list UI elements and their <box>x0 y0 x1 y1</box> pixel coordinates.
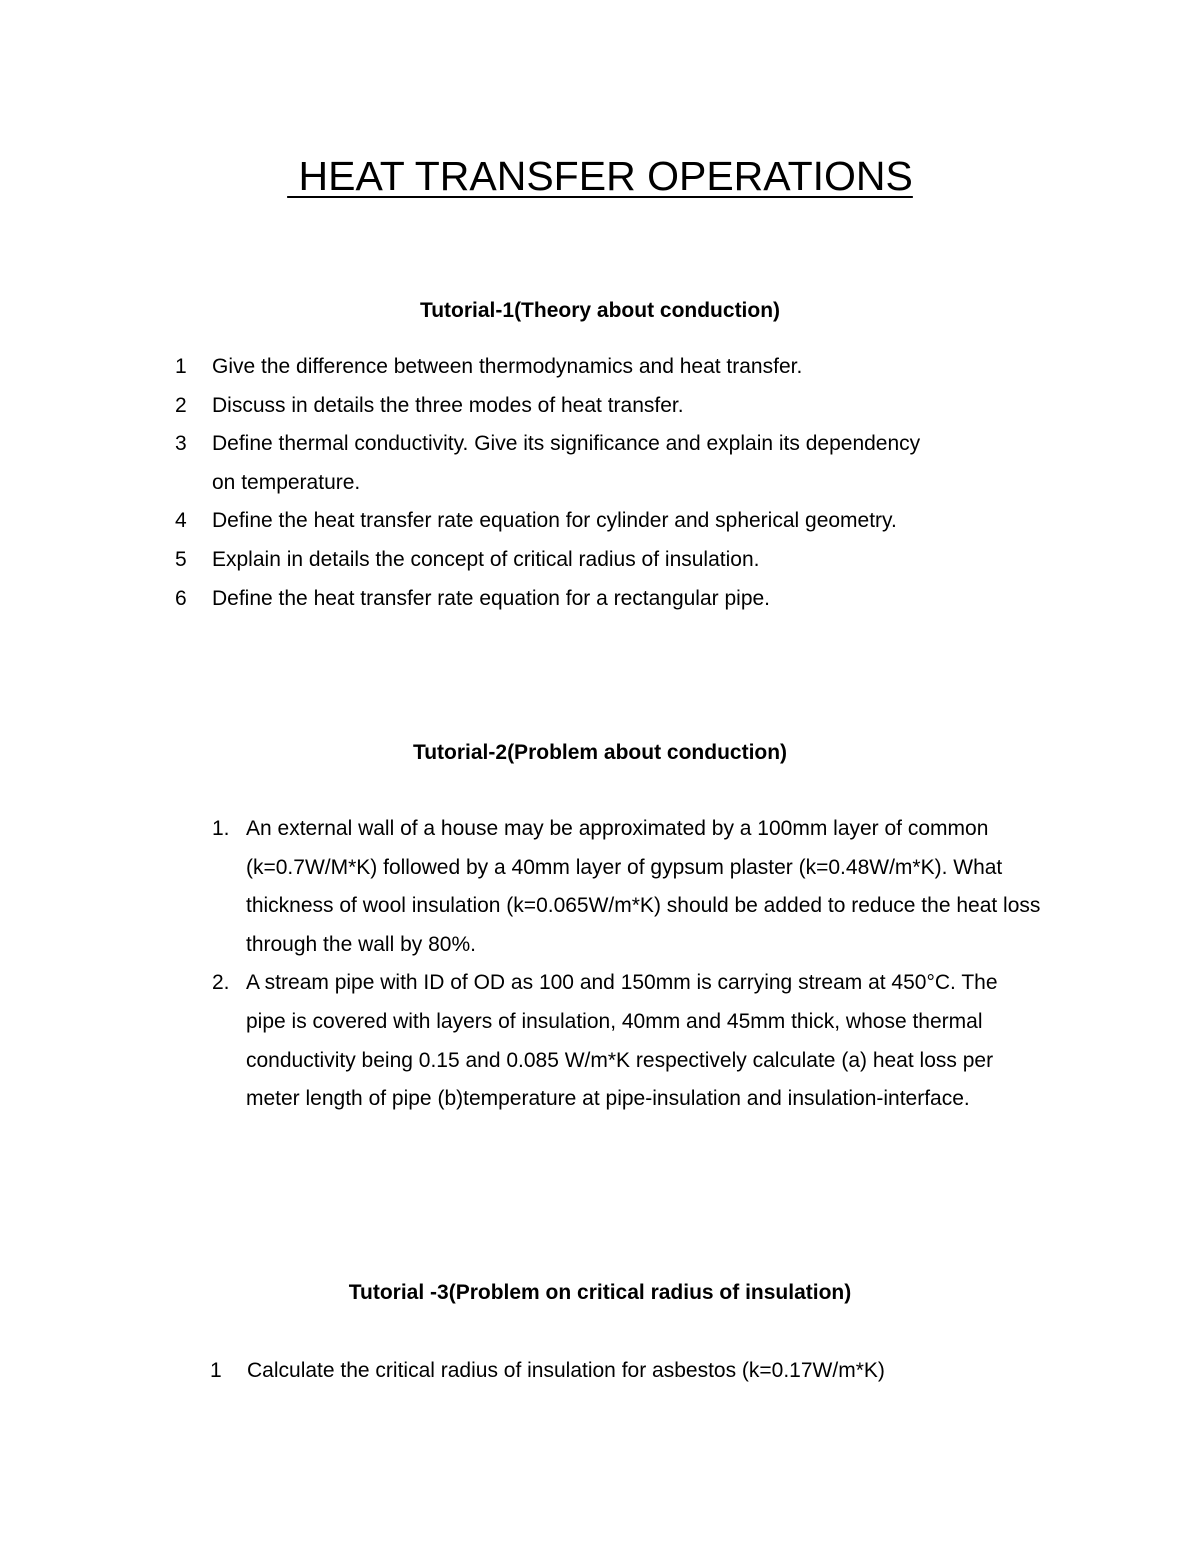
item-text: Define thermal conductivity. Give its significance and explain its dependency on temperature. <box>212 432 921 494</box>
item-number: 2. <box>212 971 230 995</box>
list-item <box>175 502 1075 541</box>
item-number: 2 <box>175 393 187 417</box>
item-number: 1 <box>175 355 187 378</box>
document-title: HEAT TRANSFER OPERATIONS <box>287 153 913 199</box>
item-text: Define the heat transfer rate equation for cylinder and spherical geometry. <box>212 509 897 533</box>
list-item <box>175 425 1075 502</box>
item-text: Discuss in details the three modes of heat transfer. <box>212 393 684 417</box>
item-number: 3 <box>175 432 187 456</box>
tutorial-2-heading: Tutorial-2(Problem about conduction) <box>412 741 788 764</box>
list-item <box>175 348 1075 387</box>
tutorial-2-problem-list <box>212 810 1072 1119</box>
list-item <box>210 1352 1110 1391</box>
list-item <box>212 964 1072 1118</box>
item-number: 1. <box>212 817 230 840</box>
list-item <box>175 580 1075 619</box>
item-number: 6 <box>175 586 187 610</box>
tutorial-1-heading: Tutorial-1(Theory about conduction) <box>419 299 781 322</box>
item-text: Calculate the critical radius of insulation for asbestos (k=0.17W/m*K) <box>247 1359 885 1382</box>
item-number: 4 <box>175 509 187 533</box>
item-text: Define the heat transfer rate equation for a rectangular pipe. <box>212 586 771 610</box>
list-item <box>175 387 1075 426</box>
item-number: 5 <box>175 547 187 571</box>
tutorial-3-problem-list <box>210 1352 1110 1391</box>
item-text: Explain in details the concept of critical radius of insulation. <box>212 547 760 571</box>
item-number: 1 <box>210 1359 222 1382</box>
item-text: A stream pipe with ID of OD as 100 and 150mm is carrying stream at 450°C. The pipe is covered with layers of insulation, 40mm and 45mm thick, whose thermal conductivity being 0.15 and 0.085 W/m*K respectively calculate (a) heat loss per meter length of pipe (b)temperature at pipe-insulation and insulation-interface. <box>246 971 998 1111</box>
tutorial-1-question-list <box>175 348 1075 618</box>
tutorial-3-heading: Tutorial -3(Problem on critical radius of insulation) <box>348 1281 852 1304</box>
item-text: An external wall of a house may be approximated by a 100mm layer of common (k=0.7W/M*K) followed by a 40mm layer of gypsum plaster (k=0.48W/m*K). What thickness of wool insulation (k=0.065W/m*K) should be added to reduce the heat loss through the wall by 80%. <box>246 817 1041 956</box>
list-item <box>212 810 1072 964</box>
list-item <box>175 541 1075 580</box>
item-text: Give the difference between thermodynamics and heat transfer. <box>212 355 803 378</box>
